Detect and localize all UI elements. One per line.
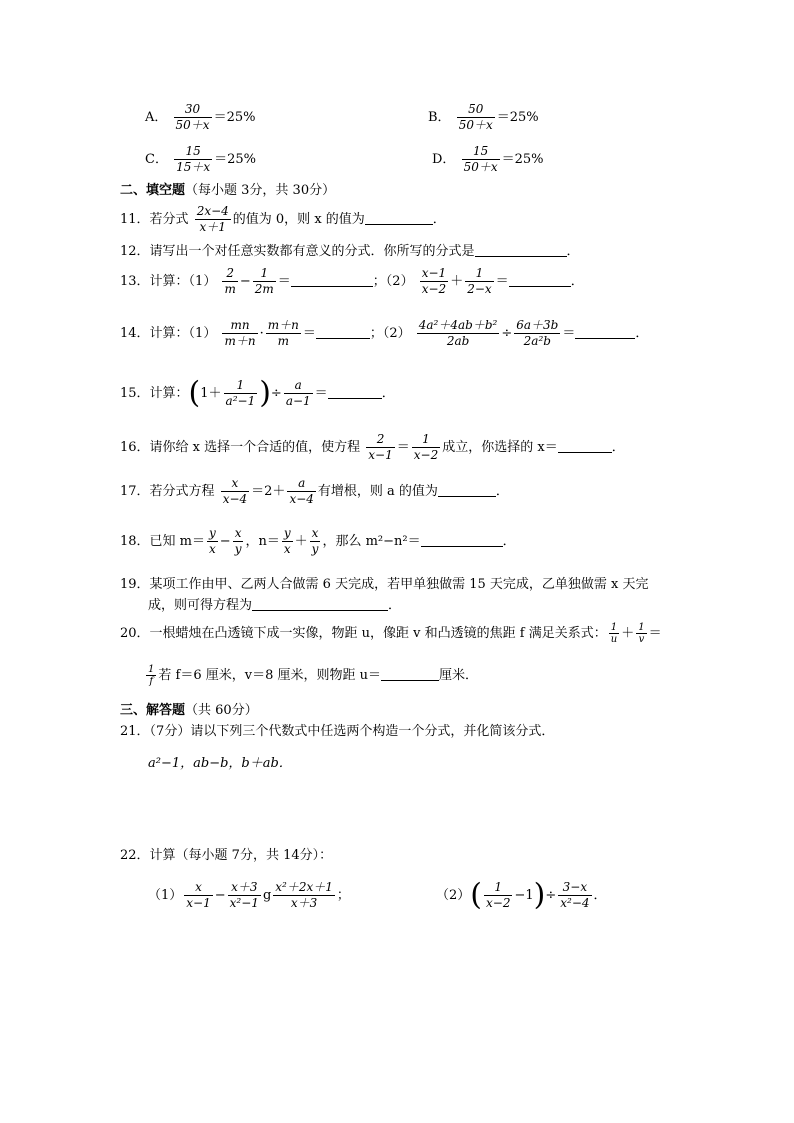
option-d: D． $\frac{15}{50+x}$ ＝25% (432, 144, 544, 174)
question-14: 14．计算：（1） $\frac{mn}{m+n}$ · $\frac{m+n}{m}$ ＝ ；（2） $\frac{\text{4a²＋4ab＋b²}}{2ab}$ ÷ $\frac{6a+3b}{\text{2a²b}}$ ＝ ． (120, 318, 649, 348)
question-22: 22．计算（每小题 7分，共 14分）： (120, 848, 333, 863)
fraction: $\frac{2}{x-1}$ (368, 432, 393, 462)
fraction: $\frac{x}{x-1}$ (186, 880, 211, 910)
fraction: $\frac{y}{x}$ (283, 526, 291, 556)
question-11: 11．若分式 $\frac{2x-4}{x+1}$ 的值为 0，则 x 的值为 ． (120, 204, 446, 234)
answer-blank[interactable] (438, 495, 496, 497)
fraction: $\frac{x}{x-4}$ (222, 476, 248, 506)
section-heading: 三、解答题（共 60分） (120, 703, 258, 718)
fraction: $\frac{x+3}{\text{x²−1}}$ (229, 880, 259, 910)
answer-blank[interactable] (475, 255, 567, 257)
fraction: $\frac{2}{m}$ (224, 266, 236, 296)
answer-blank[interactable] (328, 397, 382, 399)
answer-blank[interactable] (558, 451, 612, 453)
fraction: $\frac{15}{50+x}$ (463, 144, 498, 174)
answer-blank[interactable] (509, 285, 571, 287)
answer-blank[interactable] (291, 285, 373, 287)
answer-blank[interactable] (381, 679, 439, 681)
answer-blank[interactable] (252, 609, 388, 611)
answer-blank[interactable] (421, 545, 503, 547)
question-20-line2: $\frac{1}{f}$ 若 f＝6 厘米，v＝8 厘米，则物距 u＝ 厘米． (148, 664, 478, 687)
fraction: $\frac{2x-4}{x+1}$ (196, 204, 229, 234)
fraction: $\frac{1}{2-x}$ (467, 266, 492, 296)
fraction: $\frac{1}{x-2}$ (486, 880, 511, 910)
fraction: $\frac{1}{x-2}$ (413, 432, 439, 462)
fraction: $\frac{1}{u}$ (610, 622, 618, 645)
fraction: $\frac{mn}{m+n}$ (224, 318, 256, 348)
fraction: $\frac{x}{y}$ (234, 526, 242, 556)
fraction: $\frac{\text{4a²＋4ab＋b²}}{2ab}$ (418, 318, 498, 348)
fraction: $\frac{6a+3b}{\text{2a²b}}$ (516, 318, 559, 348)
fraction: $\frac{x-1}{x-2}$ (421, 266, 447, 296)
question-15: 15．计算：(1＋ $\frac{1}{\text{a²−1}}$ )÷ $\frac{a}{a-1}$ ＝ ． (120, 375, 395, 411)
answer-blank[interactable] (575, 337, 635, 339)
fraction: $\frac{m+n}{m}$ (267, 318, 299, 348)
section-heading: 二、填空题（每小题 3分，共 30分） (120, 183, 336, 198)
question-12: 12．请写出一个对任意实数都有意义的分式．你所写的分式是 ． (120, 244, 580, 259)
question-13: 13．计算：（1） $\frac{2}{m}$ − $\frac{1}{2m}$ ＝ ；（2） $\frac{x-1}{x-2}$ ＋ $\frac{1}{2-x}$ ＝ ． (120, 266, 584, 296)
fraction: $\frac{y}{x}$ (209, 526, 216, 556)
fraction: $\frac{a}{a-1}$ (285, 378, 311, 408)
fraction: $\frac{1}{v}$ (638, 622, 645, 645)
fraction: $\frac{x}{y}$ (311, 526, 319, 556)
fraction: $\frac{15}{15+x}$ (176, 144, 211, 174)
question-21: 21．（7分）请以下列三个代数式中任选两个构造一个分式，并化简该分式． (120, 724, 555, 739)
answer-blank[interactable] (365, 223, 433, 225)
fraction: $\frac{50}{50+x}$ (458, 102, 493, 132)
fraction: $\frac{1}{\text{a²−1}}$ (225, 378, 256, 408)
fraction: $\frac{30}{50+x}$ (175, 102, 210, 132)
question-16: 16．请你给 x 选择一个合适的值，使方程 $\frac{2}{x-1}$ ＝ $\frac{1}{x-2}$ 成立，你选择的 x＝ ． (120, 432, 625, 462)
option-c: C． $\frac{15}{15+x}$ ＝25% (145, 144, 257, 174)
question-21-expressions: a²−1，ab−b，b＋ab． (148, 756, 292, 771)
question-19-line1: 19．某项工作由甲、乙两人合做需 6 天完成，若甲单独做需 15 天完成，乙单独做需 x 天完 (120, 577, 649, 592)
answer-blank[interactable] (316, 337, 370, 339)
question-22-part2: （2）( $\frac{1}{x-2}$ −1)÷ $\frac{3-x}{\text{x²−4}}$ ． (436, 877, 607, 913)
question-17: 17．若分式方程 $\frac{x}{x-4}$ ＝2＋ $\frac{a}{x-4}$ 有增根，则 a 的值为 ． (120, 476, 509, 506)
fraction: $\frac{3-x}{\text{x²−4}}$ (560, 880, 590, 910)
question-20-line1: 20．一根蜡烛在凸透镜下成一实像，物距 u，像距 v 和凸透镜的焦距 f 满足关系式： $\frac{1}{u}$ ＋ $\frac{1}{v}$ ＝ (120, 622, 662, 645)
fraction: $\frac{1}{2m}$ (254, 266, 274, 296)
question-19-line2: 成，则可得方程为 ． (148, 598, 402, 613)
fraction: $\frac{1}{f}$ (148, 664, 155, 687)
fraction: $\frac{a}{x-4}$ (289, 476, 314, 506)
question-22-part1: （1） $\frac{x}{x-1}$ − $\frac{x+3}{\text{x²−1}}$ g $\frac{\text{x²＋2x＋1}}{x+3}$ ； (148, 880, 350, 910)
fraction: $\frac{\text{x²＋2x＋1}}{x+3}$ (275, 880, 333, 910)
question-18: 18．已知 m＝ $\frac{y}{x}$ − $\frac{x}{y}$ ，n＝ $\frac{y}{x}$ ＋ $\frac{x}{y}$ ，那么 m²−n²＝ ． (120, 526, 516, 556)
option-b: B． $\frac{50}{50+x}$ ＝25% (428, 102, 539, 132)
option-a: A． $\frac{30}{50+x}$ ＝25% (145, 102, 256, 132)
